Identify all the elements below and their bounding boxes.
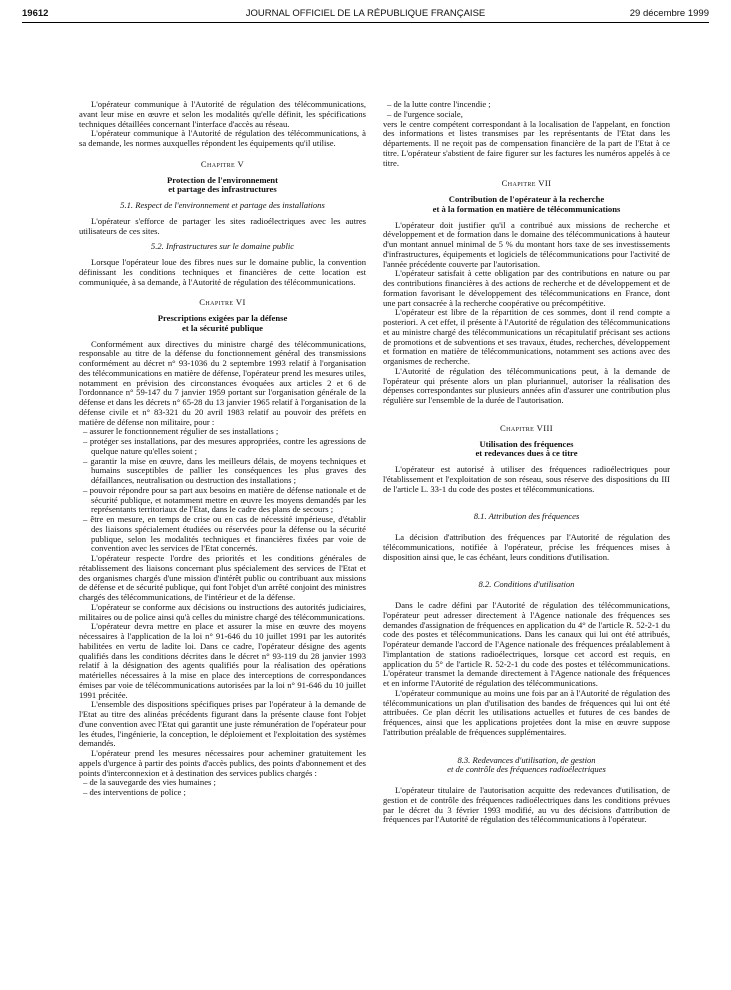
journal-title: JOURNAL OFFICIEL DE LA RÉPUBLIQUE FRANÇAISE: [245, 8, 486, 19]
paragraph: L'opérateur s'efforce de partager les sites radioélectriques avec les autres utilisateurs de ces sites.: [79, 215, 366, 236]
list-item: – garantir la mise en œuvre, dans les meilleurs délais, de moyens techniques et humains susceptibles de pallier les conséquences les plus graves des défaillances, neutralisation ou destruction des installations ;: [83, 455, 366, 485]
chapter-heading: Chapitre VI: [199, 297, 246, 308]
chapter-title: Utilisation des fréquences: [479, 438, 574, 449]
list-item: – de la lutte contre l'incendie ;: [387, 99, 491, 109]
paragraph: L'opérateur communique au moins une fois par an à l'Autorité de régulation des télécommunications un plan d'utilisation des bandes de fréquences qui lui ont été attribuées. Ce plan décrit les utilisations actuelles et futures de ces bandes de fréquences, ainsi que les applications projetées dont la mise en œuvre suppose l'attribution préalable de fréquences supplémentaires.: [383, 687, 670, 737]
paragraph: L'opérateur se conforme aux décisions ou instructions des autorités judiciaires, militaires ou de police ainsi qu'à celles du ministre chargé des télécommunications.: [79, 601, 366, 622]
chapter-heading: Chapitre VII: [501, 178, 552, 189]
paragraph: L'opérateur respecte l'ordre des priorités et les conditions générales de rétablissement des liaisons concernant plus spécialement des services de l'Etat et des organismes chargés d'une mission d'intérêt public ou contribuant aux missions de défense et de sécurité publique, qui font l'objet d'un arrêté conjoint des ministres chargés des télécommunications, de l'intérieur et de la défense.: [79, 553, 366, 602]
section-heading: et de contrôle des fréquences radioélectriques: [447, 764, 606, 775]
paragraph: L'opérateur est autorisé à utiliser des fréquences radioélectriques pour l'établissement et l'exploitation de son réseau, sous réserve des dispositions du III de l'article L. 33-1 du code des postes et télécommunications.: [383, 464, 670, 494]
chapter-title: Protection de l'environnement: [167, 174, 278, 185]
list-item: – de la sauvegarde des vies humaines ;: [83, 777, 216, 788]
chapter-title: et redevances dues à ce titre: [475, 448, 578, 459]
section-heading: 8.2. Conditions d'utilisation: [478, 579, 575, 590]
paragraph: vers le centre compétent correspondant à la localisation de l'appelant, en fonction des informations et listes transmises par les représentants de l'Etat dans les départements. Il ne reçoit pas de compensation financière de la part de l'Etat à ce titre. L'opérateur s'abstient de faire figurer sur les factures les numéros appelés à ce titre.: [383, 118, 670, 168]
paragraph: L'opérateur communique à l'Autorité de régulation des télécommunications, avant leur mise en œuvre et selon les modalités qu'elle définit, les spécifications techniques détaillées concernant l'interface d'accès au réseau.: [79, 99, 366, 129]
paragraph: L'Autorité de régulation des télécommunications peut, à la demande de l'opérateur qui présente alors un plan pluriannuel, autoriser la réalisation des dépenses correspondantes sur plusieurs années afin d'assurer une contribution plus régulière sur l'ensemble de la durée de l'autorisation.: [383, 365, 670, 405]
chapter-heading: Chapitre VIII: [499, 422, 554, 433]
paragraph: La décision d'attribution des fréquences par l'Autorité de régulation des télécommunications, notifiée à l'opérateur, précise les fréquences mises à disposition ainsi que, le cas échéant, leurs conditions d'utilisation.: [383, 532, 670, 562]
section-heading: 5.2. Infrastructures sur le domaine public: [150, 241, 295, 252]
chapter-title: et partage des infrastructures: [168, 184, 277, 195]
list-item: – des interventions de police ;: [83, 787, 186, 797]
paragraph: L'opérateur doit justifier qu'il a contribué aux missions de recherche et développement et de formation dans le domaine des télécommunications à hauteur d'un montant annuel minimal de 5 % du montant hors taxe de ses investissements d'infrastructures, équipements et logiciels de télécommunications pour l'activité de l'année précédente couverte par l'autorisation.: [383, 219, 670, 269]
paragraph: L'opérateur prend les mesures nécessaires pour acheminer gratuitement les appels d'urgence à partir des points d'accès publics, des points d'abonnement et des points d'interconnexion et à destination des services publics chargés :: [79, 748, 366, 778]
paragraph: L'opérateur titulaire de l'autorisation acquitte des redevances d'utilisation, de gestion et de contrôle des fréquences radioélectriques dans les conditions prévues par le décret du 3 février 1993 modifié, au vu des décisions d'attribution de fréquences par l'Autorité de régulation des télécommunications à l'opérateur.: [383, 785, 670, 825]
paragraph: L'ensemble des dispositions spécifiques prises par l'opérateur à la demande de l'Etat au titre des alinéas précédents figurant dans la présente clause font l'objet d'une convention avec l'Etat qui garantit une juste rémunération de l'opérateur pour les études, l'ingénierie, la conception, le déploiement et l'exploitation des systèmes demandés.: [79, 699, 366, 749]
header-rule: [22, 22, 709, 23]
paragraph: L'opérateur devra mettre en place et assurer la mise en œuvre des moyens nécessaires à l'application de la loi n° 91-646 du 10 juillet 1991 par les autorités habilitées en vertu de ladite loi. Dans ce cadre, l'opérateur désigne des agents qualifiés dans les conditions décrites dans le décret n° 93-119 du 28 janvier 1993 relatif à la désignation des agents qualifiés pour la réalisation des opérations matérielles nécessaires à la mise en place des interceptions de correspondances émises par voie de télécommunications autorisées par la loi n° 91-646 du 10 juillet 1991 précitée.: [79, 621, 366, 700]
left-column: [79, 100, 366, 798]
section-heading: 8.1. Attribution des fréquences: [473, 511, 580, 522]
chapter-heading: Chapitre V: [200, 158, 245, 169]
chapter-title: et la sécurité publique: [182, 322, 263, 333]
paragraph: Lorsque l'opérateur loue des fibres nues sur le domaine public, la convention définissant les conditions techniques et financières de cette location est communiquée, à sa demande, à l'Autorité de régulation des télécommunications.: [79, 257, 366, 287]
chapter-title: et à la formation en matière de télécommunications: [432, 203, 621, 214]
list-item: – être en mesure, en temps de crise ou en cas de nécessité impérieuse, d'établir des liaisons spécialement étudiées ou réservées pour la défense ou la sécurité publique, selon les modalités techniques et financières fixées par voie de convention avec les services de l'Etat concernés.: [83, 514, 366, 554]
list-item: – protéger ses installations, par des mesures appropriées, contre les agressions de quelque nature qu'elles soient ;: [83, 436, 366, 456]
paragraph: L'opérateur satisfait à cette obligation par des contributions en nature ou par des contributions financières à des actions de recherche et de développement et de formation favorisant le développement des télécommunications en France, dont une part consacrée à la recherche coopérative ou précompétitive.: [383, 268, 670, 308]
list-item: – assurer le fonctionnement régulier de ses installations ;: [83, 426, 279, 437]
paragraph: L'opérateur est libre de la répartition de ces sommes, dont il rend compte a posteriori. A cet effet, il présente à l'Autorité de régulation des télécommunications et au ministre chargé des télécommunications un récapitulatif précisant ses actions de promotions et de subventions et ses travaux, études, recherches, développement et formation en matière de télécommunications, notamment ses actions avec des organismes de recherche.: [383, 307, 670, 366]
list: [79, 778, 366, 798]
paragraph: Conformément aux directives du ministre chargé des télécommunications, responsable au titre de la défense du fonctionnement général des transmissions conformément au décret n° 93-1036 du 2 septembre 1993 relatif à l'organisation des télécommunications en matière de défense, l'opérateur prend les mesures utiles, notamment en prévision des circonstances évoquées aux articles 2 et 6 de l'ordonnance n° 59-147 du 7 janvier 1959 portant sur l'organisation générale de la défense et dans les décrets n° 65-28 du 13 janvier 1965 relatif à l'organisation de la défense civile et n° 83-321 du 20 avril 1983 relatif au pouvoir des préfets en matière de défense non militaire, pour :: [79, 338, 366, 427]
paragraph: L'opérateur communique à l'Autorité de régulation des télécommunications, à sa demande, les normes auxquelles répondent les équipements qu'il utilise.: [79, 128, 366, 148]
chapter-title: Contribution de l'opérateur à la recherche: [448, 194, 605, 204]
section-heading: 8.3. Redevances d'utilisation, de gestion: [457, 754, 596, 765]
right-column: [383, 100, 670, 825]
section-heading: 5.1. Respect de l'environnement et partage des installations: [120, 200, 325, 210]
publication-date: 29 décembre 1999: [629, 8, 709, 19]
list-item: – pouvoir répondre pour sa part aux besoins en matière de défense nationale et de sécurité publique, et notamment mettre en œuvre les moyens demandés par les représentants territoriaux de l'Etat, dans le cadre des plans de secours ;: [83, 484, 366, 515]
list-item: – de l'urgence sociale,: [387, 108, 463, 119]
list: [79, 427, 366, 554]
paragraph: Dans le cadre défini par l'Autorité de régulation des télécommunications, l'opérateur peut adresser directement à l'Agence nationale des fréquences ses demandes d'assignation de fréquences en application du 4° de l'article R. 52-2-1 du code des postes et télécommunications. Dans les canaux qui lui ont été attribués, l'opérateur demande l'accord de l'Agence nationale des fréquences préalablement à l'implantation de stations radioélectriques, lorsque cet accord est requis, en application du 5° de l'article R. 52-2-1 du code des postes et télécommunications. L'opérateur transmet la demande directement à l'Agence nationale des fréquences et en informe l'Autorité de régulation des télécommunications.: [383, 600, 670, 688]
chapter-title: Prescriptions exigées par la défense: [157, 313, 288, 323]
page-number: 19612: [22, 8, 49, 19]
list: [383, 100, 670, 120]
